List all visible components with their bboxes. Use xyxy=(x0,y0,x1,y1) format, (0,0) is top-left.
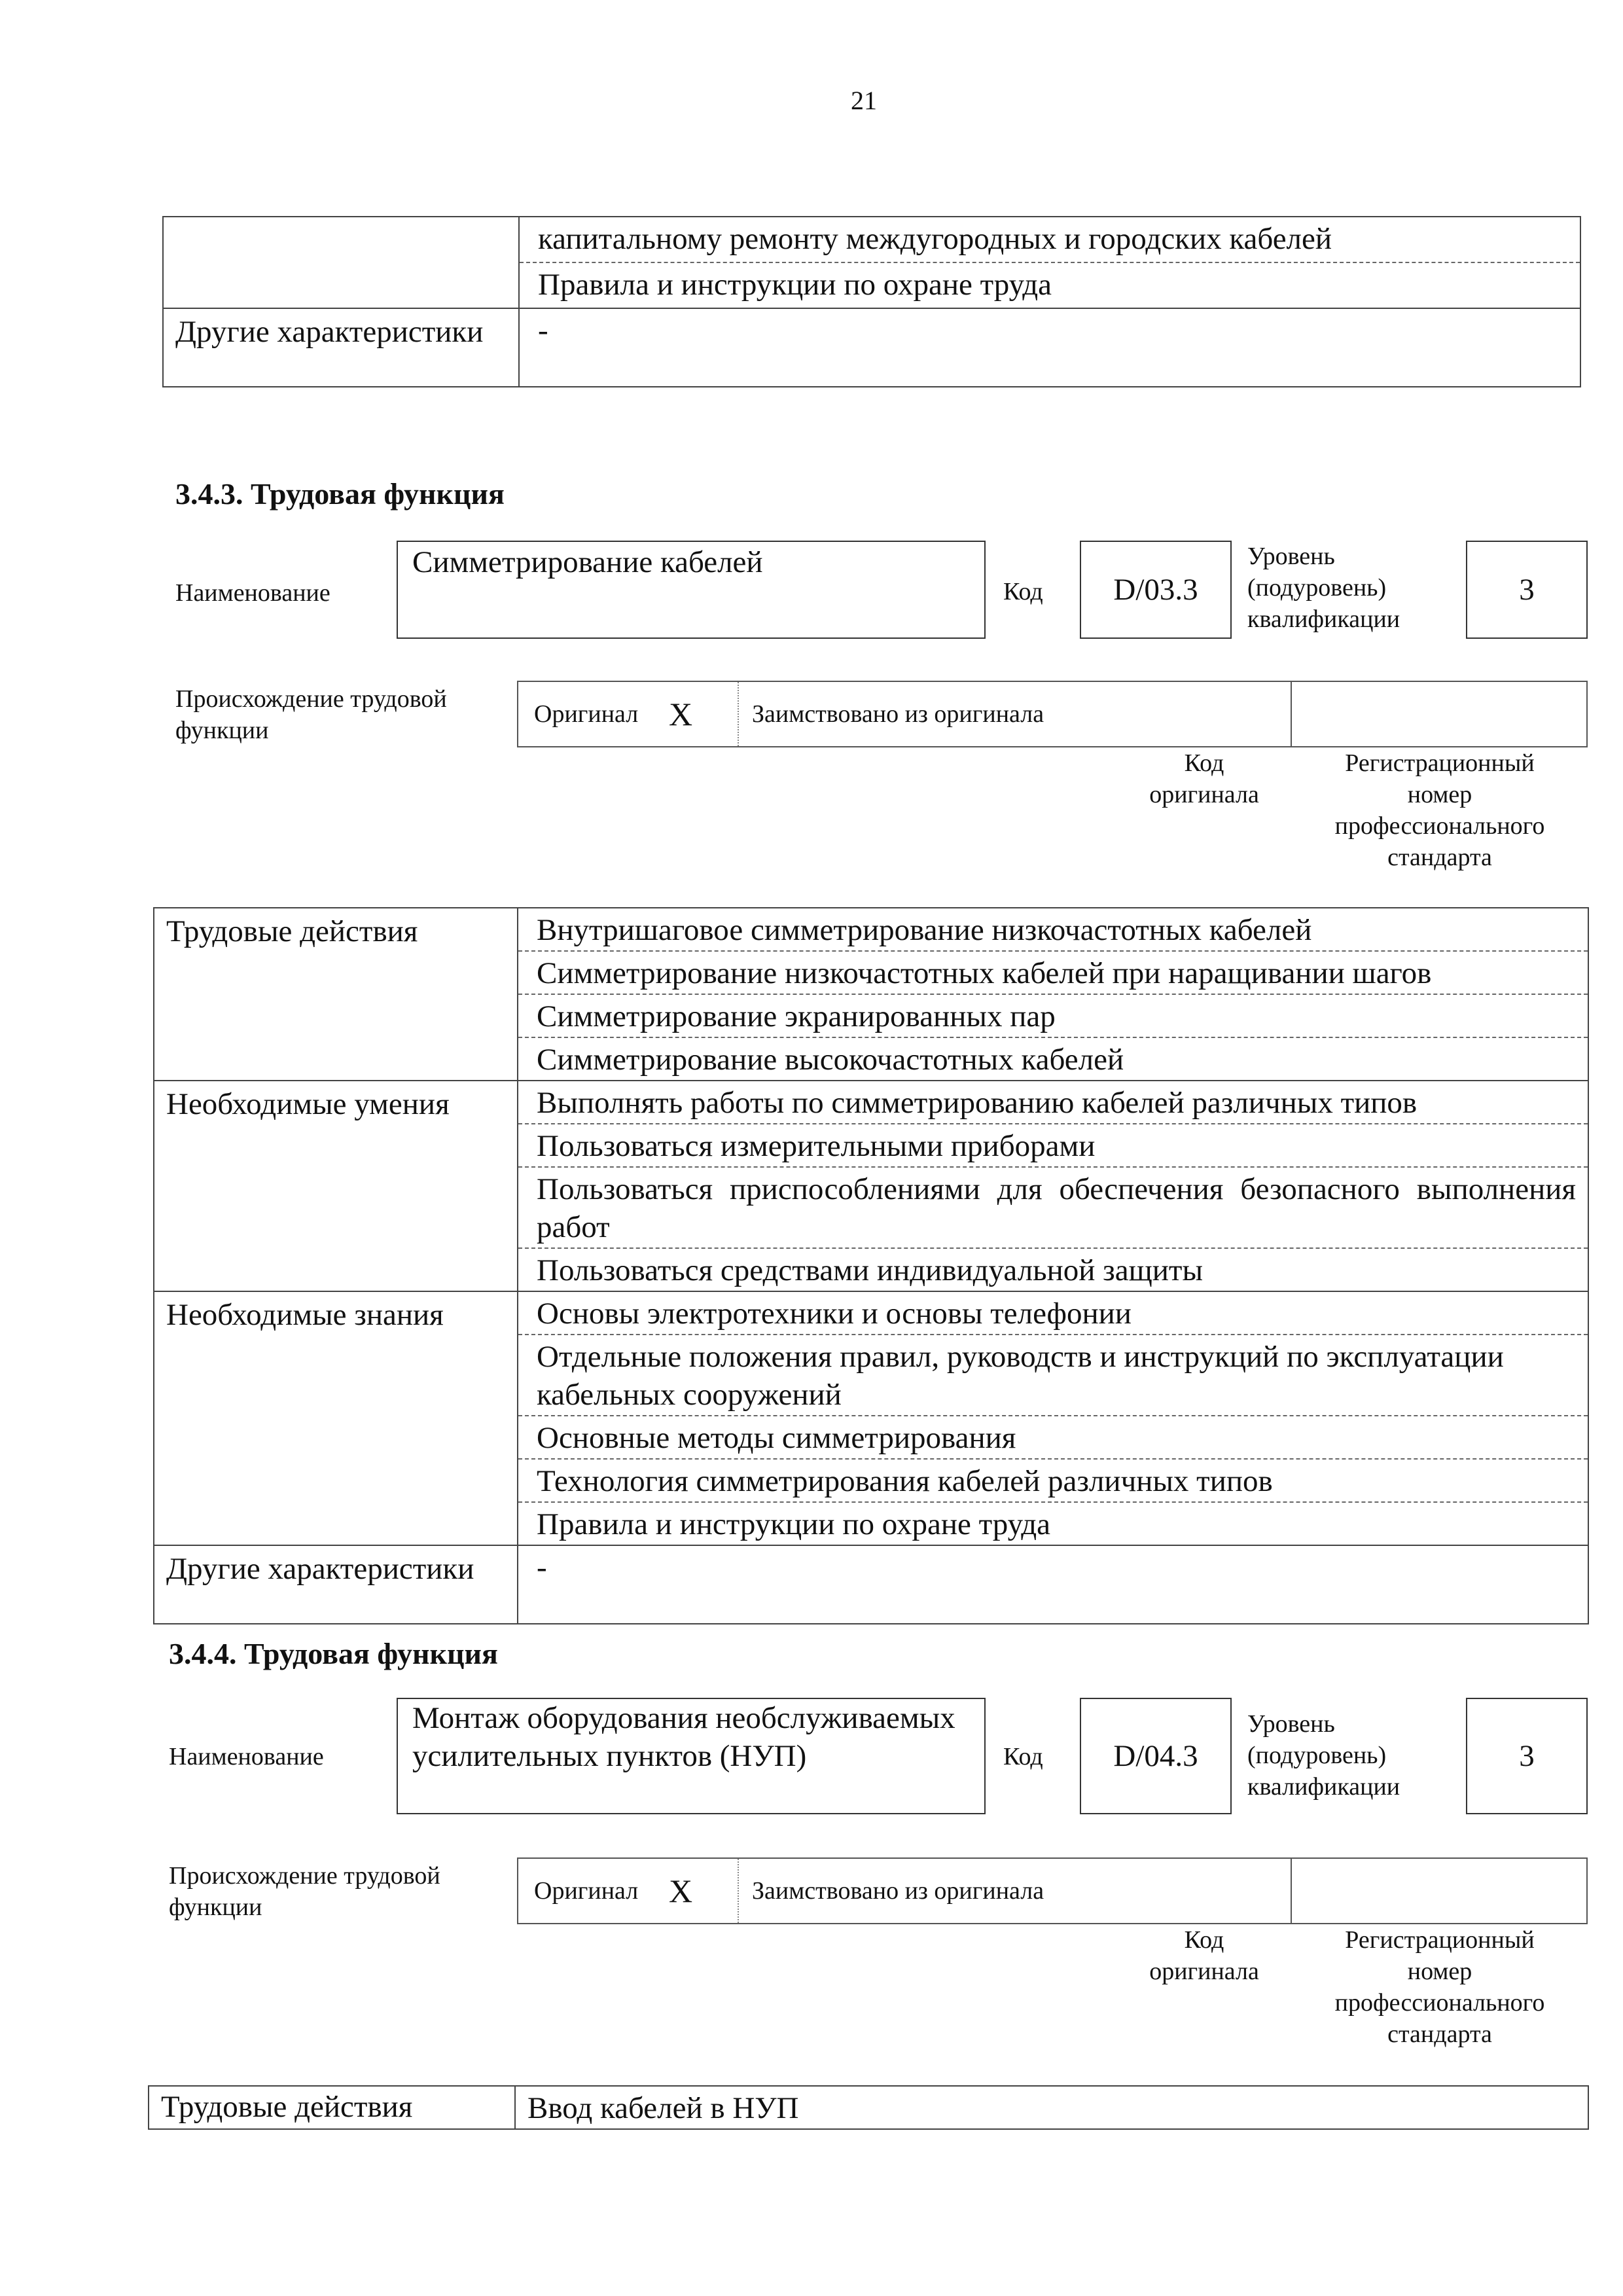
labor-action-item: Внутришаговое симметрирование низкочастотных кабелей xyxy=(518,908,1588,952)
continued-item: капитальному ремонту междугородных и городских кабелей xyxy=(520,217,1580,263)
knowledge-item: Правила и инструкции по охране труда xyxy=(537,1507,1050,1541)
caption-registration-number: Регистрационный номер профессионального стандарта xyxy=(1334,1926,1545,2048)
continued-item: Правила и инструкции по охране труда xyxy=(538,268,1052,302)
other-characteristics-value: - xyxy=(538,314,548,348)
skill-item: Пользоваться приспособлениями для обеспечения безопасного выполнения работ xyxy=(518,1168,1588,1249)
level-label: Уровень (подуровень) квалификации xyxy=(1247,1710,1400,1801)
continued-table xyxy=(162,216,1581,387)
required-knowledge-label: Необходимые знания xyxy=(154,1291,518,1545)
labor-action-item: Симметрирование низкочастотных кабелей при наращивании шагов xyxy=(518,952,1588,995)
origin-label: Происхождение трудовой функции xyxy=(169,1862,440,1921)
origin-reg-cell xyxy=(1291,682,1586,746)
required-skills-label: Необходимые умения xyxy=(154,1081,518,1291)
origin-table xyxy=(517,681,1588,747)
code-box: D/03.3 xyxy=(1080,541,1232,639)
origin-table xyxy=(517,1857,1588,1924)
origin-original: Оригинал xyxy=(534,700,639,728)
level-label: Уровень (подуровень) квалификации xyxy=(1247,543,1400,633)
caption-code-original: Код оригинала xyxy=(1149,749,1259,808)
skill-item: Выполнять работы по симметрированию кабелей различных типов xyxy=(518,1081,1588,1124)
name-label: Наименование xyxy=(169,1743,324,1770)
skill-item: Пользоваться измерительными приборами xyxy=(518,1124,1588,1168)
code-label: Код xyxy=(1003,578,1043,605)
origin-label: Происхождение трудовой функции xyxy=(175,685,447,744)
origin-mark: X xyxy=(669,696,693,732)
origin-mark: X xyxy=(669,1873,693,1909)
knowledge-item: Отдельные положения правил, руководств и инструкций по эксплуатации кабельных сооружений xyxy=(518,1335,1588,1416)
continued-label-cell xyxy=(163,217,519,308)
level-box: 3 xyxy=(1466,1698,1588,1814)
caption-code-original: Код оригинала xyxy=(1149,1926,1259,1985)
code-box: D/04.3 xyxy=(1080,1698,1232,1814)
section-heading: 3.4.3. Трудовая функция xyxy=(175,477,505,511)
level-box: 3 xyxy=(1466,541,1588,639)
function-details-table xyxy=(153,907,1589,1624)
name-label: Наименование xyxy=(175,579,330,607)
function-name-box: Монтаж оборудования необслуживаемых усилительных пунктов (НУП) xyxy=(397,1698,986,1814)
labor-actions-label: Трудовые действия xyxy=(149,2086,515,2129)
labor-actions-label: Трудовые действия xyxy=(154,908,518,1081)
origin-original: Оригинал xyxy=(534,1877,639,1905)
knowledge-item: Основные методы симметрирования xyxy=(518,1416,1588,1460)
caption-registration-number: Регистрационный номер профессионального стандарта xyxy=(1334,749,1545,871)
other-characteristics-label: Другие характеристики xyxy=(163,308,519,387)
section-heading: 3.4.4. Трудовая функция xyxy=(169,1637,498,1670)
function-name-box: Симметрирование кабелей xyxy=(397,541,986,639)
other-characteristics-label: Другие характеристики xyxy=(154,1545,518,1624)
origin-borrowed: Заимствовано из оригинала xyxy=(738,1859,1291,1923)
code-label: Код xyxy=(1003,1743,1043,1770)
origin-borrowed: Заимствовано из оригинала xyxy=(738,682,1291,746)
other-characteristics-value: - xyxy=(537,1551,547,1585)
page-number: 21 xyxy=(851,86,877,115)
labor-action-item: Симметрирование экранированных пар xyxy=(518,995,1588,1038)
knowledge-item: Технология симметрирования кабелей различных типов xyxy=(518,1460,1588,1503)
function-details-table xyxy=(148,2085,1589,2130)
skill-item: Пользоваться средствами индивидуальной защиты xyxy=(537,1253,1204,1287)
origin-reg-cell xyxy=(1291,1859,1586,1923)
knowledge-item: Основы электротехники и основы телефонии xyxy=(518,1292,1588,1335)
labor-action-item: Ввод кабелей в НУП xyxy=(527,2091,799,2125)
labor-action-item: Симметрирование высокочастотных кабелей xyxy=(537,1043,1124,1077)
